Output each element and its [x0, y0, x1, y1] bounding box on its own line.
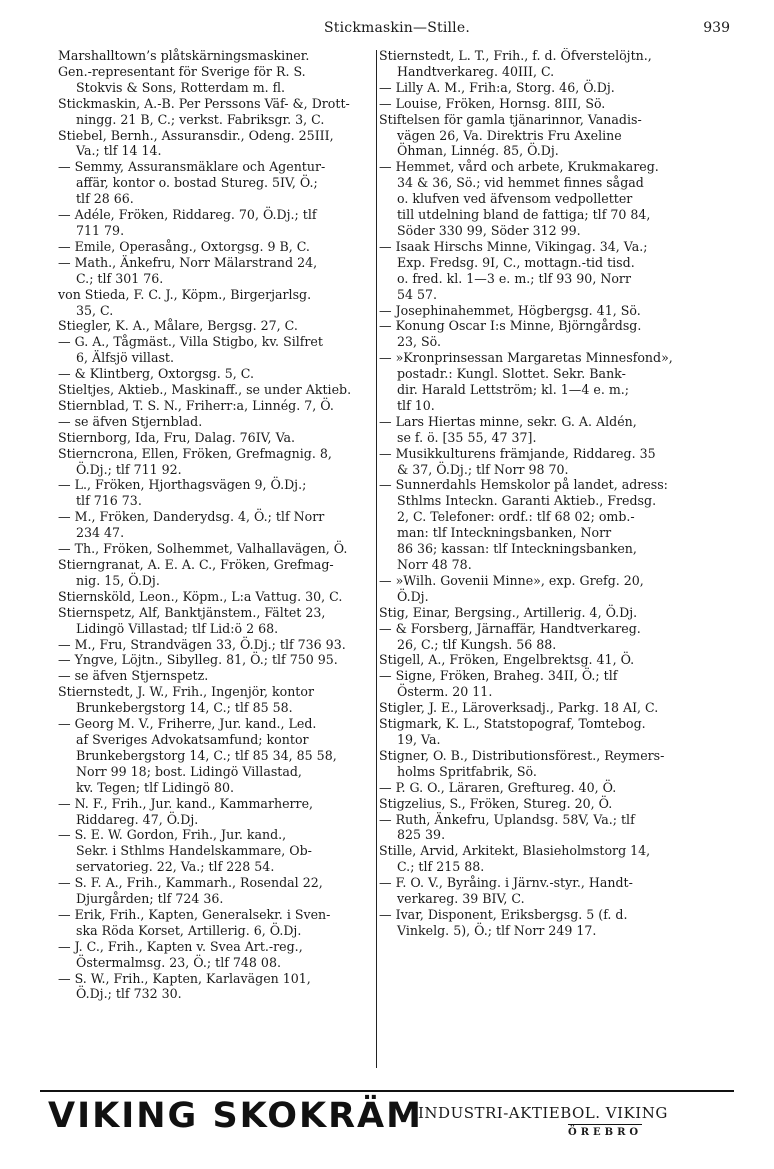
- advertisement-footer: [40, 1090, 734, 1150]
- directory-entry-line: Stiernstedt, L. T., Frih., f. d. Öfverstelöjtn.,: [379, 48, 652, 63]
- directory-columns: [58, 48, 736, 1070]
- directory-entry-line: — Lars Hiertas minne, sekr. G. A. Aldén,: [379, 413, 637, 429]
- directory-entry-line: — Konung Oscar I:s Minne, Björngårdsg.: [379, 318, 642, 334]
- running-head: Stickmaskin—Stille.: [324, 20, 470, 36]
- directory-entry-line: Norr 99 18; bost. Lidingö Villastad,: [76, 763, 302, 779]
- directory-entry-line: — M., Fru, Strandvägen 33, Ö.Dj.; tlf 736 93.: [58, 636, 346, 652]
- directory-entry-line: Stiftelsen för gamla tjänarinnor, Vanadis-: [379, 111, 642, 127]
- company-name: INDUSTRI-AKTIEBOL. VIKING: [418, 1104, 668, 1122]
- directory-entry-line: & 37, Ö.Dj.; tlf Norr 98 70.: [397, 461, 569, 477]
- directory-entry-line: — Josephinahemmet, Högbergsg. 41, Sö.: [379, 302, 641, 318]
- left-column: [58, 48, 376, 1070]
- directory-entry-line: Stiegler, K. A., Målare, Bergsg. 27, C.: [58, 318, 298, 334]
- directory-entry-line: Stigzelius, S., Fröken, Stureg. 20, Ö.: [379, 795, 613, 811]
- directory-entry-line: Stiernblad, T. S. N., Friherr:a, Linnég. 7, Ö.: [58, 397, 334, 413]
- directory-entry-line: Stig, Einar, Bergsing., Artillerig. 4, Ö.Dj.: [379, 604, 638, 620]
- directory-entry-line: Stiernspetz, Alf, Banktjänstem., Fältet 23,: [58, 604, 326, 620]
- directory-entry-line: — se äfven Stjernblad.: [58, 413, 203, 429]
- directory-entry-line: — J. C., Frih., Kapten v. Svea Art.-reg.,: [58, 938, 303, 954]
- directory-entry-line: Stigell, A., Fröken, Engelbrektsg. 41, Ö.: [379, 652, 635, 668]
- directory-entry-line: — Math., Änkefru, Norr Mälarstrand 24,: [58, 254, 318, 270]
- directory-entry-line: 234 47.: [76, 525, 125, 541]
- directory-entry-line: — Th., Fröken, Solhemmet, Valhallavägen, Ö.: [58, 541, 348, 557]
- directory-entry-line: Österm. 20 11.: [397, 684, 493, 700]
- directory-entry-line: — & Klintberg, Oxtorgsg. 5, C.: [58, 366, 254, 382]
- directory-entry-line: — Ivar, Disponent, Eriksbergsg. 5 (f. d.: [379, 906, 628, 922]
- directory-entry-line: — Semmy, Assuransmäklare och Agentur-: [58, 159, 326, 175]
- directory-entry-line: Vinkelg. 5), Ö.; tlf Norr 249 17.: [397, 922, 597, 938]
- directory-entry-line: Stiebel, Bernh., Assuransdir., Odeng. 25III,: [58, 127, 334, 143]
- directory-entry-line: — S. F. A., Frih., Kammarh., Rosendal 22,: [58, 875, 323, 891]
- directory-entry-line: — S. E. W. Gordon, Frih., Jur. kand.,: [58, 827, 287, 843]
- directory-entry-line: — »Kronprinsessan Margaretas Minnesfond»,: [379, 350, 673, 366]
- directory-entry-line: Stickmaskin, A.-B. Per Perssons Väf- &, Drott-: [58, 95, 350, 111]
- brand-logo-text: VIKING SKOKRÄM: [48, 1096, 423, 1136]
- directory-entry-line: Stiernborg, Ida, Fru, Dalag. 76IV, Va.: [58, 429, 296, 445]
- directory-entry-line: — M., Fröken, Danderydsg. 4, Ö.; tlf Norr: [58, 509, 325, 525]
- directory-entry-line: 23, Sö.: [397, 334, 442, 350]
- directory-entry-line: — Louise, Fröken, Hornsg. 8III, Sö.: [379, 95, 606, 111]
- directory-entry-line: Stille, Arvid, Arkitekt, Blasieholmstorg 14,: [379, 843, 651, 859]
- directory-entry-line: — Signe, Fröken, Braheg. 34II, Ö.; tlf: [379, 668, 618, 684]
- directory-entry-line: af Sveriges Advokatsamfund; kontor: [76, 731, 309, 747]
- directory-entry-line: — Erik, Frih., Kapten, Generalsekr. i Sven-: [58, 906, 331, 922]
- directory-entry-line: Stigner, O. B., Distributionsförest., Reymers-: [379, 747, 665, 763]
- directory-entry-line: Stokvis & Sons, Rotterdam m. fl.: [76, 79, 286, 95]
- directory-entry-line: — S. W., Frih., Kapten, Karlavägen 101,: [58, 970, 311, 986]
- directory-entry-line: — se äfven Stjernspetz.: [58, 668, 209, 684]
- directory-entry-line: Stigler, J. E., Läroverksadj., Parkg. 18 AI, C.: [379, 700, 659, 716]
- directory-entry-line: tlf 10.: [397, 397, 435, 413]
- directory-entry-line: se f. ö. [35 55, 47 37].: [397, 429, 537, 445]
- directory-entry-line: — N. F., Frih., Jur. kand., Kammarherre,: [58, 795, 314, 811]
- directory-entry-line: Öhman, Linnég. 85, Ö.Dj.: [397, 143, 559, 159]
- directory-entry-line: Stiernsköld, Leon., Köpm., L:a Vattug. 30, C.: [58, 588, 343, 604]
- directory-entry-line: servatorieg. 22, Va.; tlf 228 54.: [76, 859, 275, 875]
- directory-entry-line: ningg. 21 B, C.; verkst. Fabriksgr. 3, C.: [76, 111, 325, 127]
- directory-entry-line: till utdelning bland de fattiga; tlf 70 84,: [397, 207, 651, 223]
- directory-entry-line: Söder 330 99, Söder 312 99.: [397, 222, 581, 238]
- directory-entry-line: 825 39.: [397, 827, 446, 843]
- directory-entry-line: — Sunnerdahls Hemskolor på landet, adress:: [379, 477, 668, 493]
- directory-entry-line: o. fred. kl. 1—3 e. m.; tlf 93 90, Norr: [397, 270, 631, 286]
- directory-entry-line: Stierncrona, Ellen, Fröken, Grefmagnig. 8,: [58, 445, 332, 461]
- directory-entry-line: Riddareg. 47, Ö.Dj.: [76, 811, 199, 827]
- directory-entry-line: Ö.Dj.; tlf 732 30.: [76, 986, 182, 1002]
- directory-entry-line: tlf 28 66.: [76, 191, 134, 207]
- directory-entry-line: — Yngve, Löjtn., Sibylleg. 81, Ö.; tlf 750 95.: [58, 652, 338, 668]
- directory-entry-line: Gen.-representant för Sverige för R. S.: [58, 63, 306, 79]
- directory-entry-line: vägen 26, Va. Direktris Fru Axeline: [397, 127, 622, 143]
- directory-entry-line: holms Spritfabrik, Sö.: [397, 763, 537, 779]
- directory-entry-line: Brunkebergstorg 14, C.; tlf 85 34, 85 58,: [76, 747, 337, 763]
- directory-entry-line: 2, C. Telefoner: ordf.: tlf 68 02; omb.-: [397, 509, 635, 525]
- directory-entry-line: — L., Fröken, Hjorthagsvägen 9, Ö.Dj.;: [58, 477, 307, 493]
- directory-entry-line: 6, Älfsjö villast.: [76, 350, 174, 366]
- directory-entry-line: Handtverkareg. 40III, C.: [397, 63, 555, 79]
- company-city: ÖREBRO: [568, 1124, 642, 1138]
- directory-entry-line: Djurgården; tlf 724 36.: [76, 891, 224, 907]
- directory-entry-line: 26, C.; tlf Kungsh. 56 88.: [397, 636, 557, 652]
- directory-entry-line: — Musikkulturens främjande, Riddareg. 35: [379, 445, 656, 461]
- directory-entry-line: Norr 48 78.: [397, 557, 472, 572]
- directory-entry-line: Exp. Fredsg. 9I, C., mottagn.-tid tisd.: [397, 254, 635, 270]
- directory-entry-line: — & Forsberg, Järnaffär, Handtverkareg.: [379, 620, 641, 636]
- directory-entry-line: — Isaak Hirschs Minne, Vikingag. 34, Va.;: [379, 238, 648, 254]
- directory-entry-line: — »Wilh. Govenii Minne», exp. Grefg. 20,: [379, 572, 644, 588]
- directory-entry-line: 19, Va.: [397, 731, 441, 747]
- directory-entry-line: 34 & 36, Sö.; vid hemmet finnes sågad: [397, 175, 644, 191]
- directory-entry-line: affär, kontor o. bostad Stureg. 5IV, Ö.;: [76, 175, 318, 191]
- directory-entry-line: 35, C.: [76, 302, 114, 318]
- directory-entry-line: — Ruth, Änkefru, Uplandsg. 58V, Va.; tlf: [379, 811, 635, 827]
- directory-entry-line: — Lilly A. M., Frih:a, Storg. 46, Ö.Dj.: [379, 79, 615, 95]
- directory-entry-line: o. klufven ved äfvensom vedpolletter: [397, 191, 633, 207]
- directory-entry-line: Lidingö Villastad; tlf Lid:ö 2 68.: [76, 620, 279, 636]
- directory-entry-line: kv. Tegen; tlf Lidingö 80.: [76, 779, 235, 795]
- directory-entry-line: von Stieda, F. C. J., Köpm., Birgerjarlsg.: [58, 286, 312, 302]
- directory-entry-line: Va.; tlf 14 14.: [76, 143, 162, 159]
- right-column: [379, 48, 736, 1070]
- directory-entry-line: Östermalmsg. 23, Ö.; tlf 748 08.: [76, 954, 281, 970]
- page-number: 939: [703, 20, 730, 36]
- directory-entry-line: Stieltjes, Aktieb., Maskinaff., se under Aktieb.: [58, 382, 352, 398]
- directory-entry-line: Ö.Dj.; tlf 711 92.: [76, 461, 182, 477]
- directory-entry-line: nig. 15, Ö.Dj.: [76, 572, 160, 588]
- directory-entry-line: postadr.: Kungl. Slottet. Sekr. Bank-: [397, 366, 626, 382]
- directory-entry-line: dir. Harald Lettström; kl. 1—4 e. m.;: [397, 382, 630, 398]
- directory-entry-line: Marshalltown’s plåtskärningsmaskiner.: [58, 48, 310, 63]
- directory-entry-line: 54 57.: [397, 286, 438, 302]
- directory-entry-line: — Hemmet, vård och arbete, Krukmakareg.: [379, 159, 659, 175]
- directory-entry-line: — Georg M. V., Friherre, Jur. kand., Led.: [58, 716, 317, 732]
- directory-entry-line: 711 79.: [76, 222, 125, 238]
- directory-entry-line: Stigmark, K. L., Statstopograf, Tomtebog.: [379, 716, 646, 732]
- directory-entry-line: — Adéle, Fröken, Riddareg. 70, Ö.Dj.; tlf: [58, 207, 317, 223]
- directory-entry-line: — F. O. V., Byråing. i Järnv.-styr., Handt-: [379, 875, 633, 891]
- directory-entry-line: Stiernstedt, J. W., Frih., Ingenjör, kontor: [58, 684, 314, 700]
- page-header: [60, 20, 734, 44]
- directory-entry-line: Sekr. i Sthlms Handelskammare, Ob-: [76, 843, 312, 859]
- directory-entry-line: Sthlms Inteckn. Garanti Aktieb., Fredsg.: [397, 493, 657, 509]
- directory-entry-line: verkareg. 39 BIV, C.: [397, 891, 525, 907]
- directory-entry-line: — Emile, Operasång., Oxtorgsg. 9 B, C.: [58, 238, 310, 254]
- footer-rule: [40, 1090, 734, 1092]
- directory-entry-line: C.; tlf 215 88.: [397, 859, 485, 875]
- directory-entry-line: Stierngranat, A. E. A. C., Fröken, Grefmag-: [58, 557, 334, 572]
- directory-entry-line: Ö.Dj.: [397, 588, 429, 604]
- directory-entry-line: man: tlf Inteckningsbanken, Norr: [397, 525, 612, 541]
- directory-entry-line: — P. G. O., Läraren, Greftureg. 40, Ö.: [379, 779, 617, 795]
- directory-entry-line: Brunkebergstorg 14, C.; tlf 85 58.: [76, 700, 293, 716]
- directory-entry-line: — G. A., Tågmäst., Villa Stigbo, kv. Silfret: [58, 334, 323, 350]
- directory-entry-line: ska Röda Korset, Artillerig. 6, Ö.Dj.: [76, 922, 302, 938]
- directory-entry-line: C.; tlf 301 76.: [76, 270, 164, 286]
- directory-entry-line: 86 36; kassan: tlf Inteckningsbanken,: [397, 541, 637, 557]
- directory-entry-line: tlf 716 73.: [76, 493, 142, 509]
